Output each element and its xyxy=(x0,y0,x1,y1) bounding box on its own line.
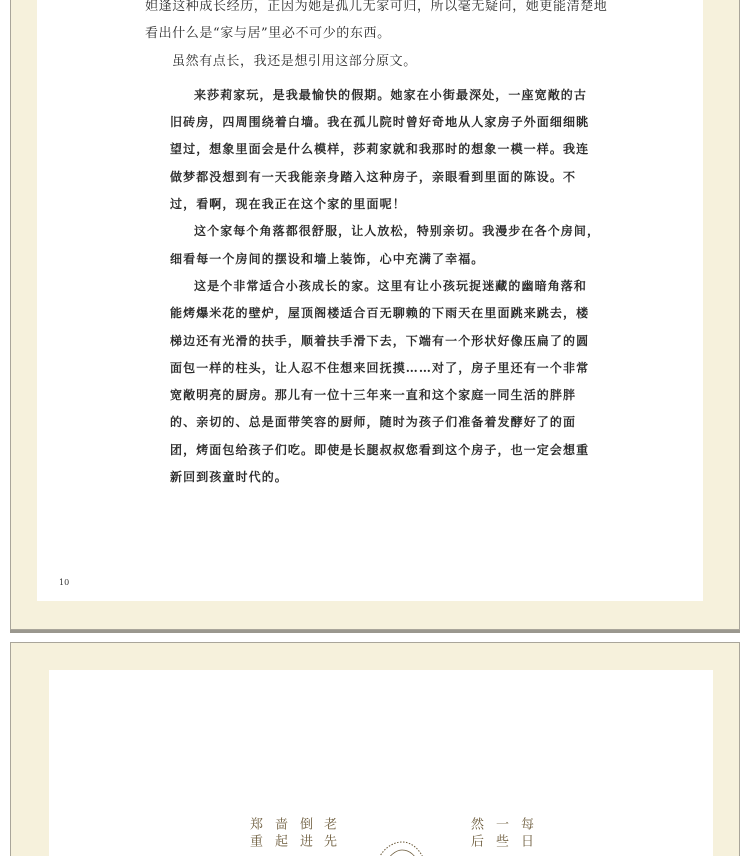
page-sheet-bottom xyxy=(49,670,713,856)
quote-line: 来莎莉家玩，是我最愉快的假期。她家在小街最深处，一座宽敞的古 xyxy=(194,88,588,102)
quote-line: 旧砖房，四周围绕着白墙。我在孤儿院时曾好奇地从人家房子外面细细眺 xyxy=(170,115,590,129)
vertical-text-column: 每日 xyxy=(518,817,533,851)
vertical-text-column: 郑重 xyxy=(247,817,262,851)
quote-line: 宽敞明亮的厨房。那儿有一位十三年来一直和这个家庭一同生活的胖胖 xyxy=(170,388,577,402)
intro-line: 妲逢这种成长经历，正因为她是孤儿无家可归，所以毫无疑问，她更能清楚地 xyxy=(145,0,608,14)
page-number: 10 xyxy=(59,578,70,587)
vertical-text-column: 一些 xyxy=(493,817,508,851)
quote-line: 团，烤面包给孩子们吃。即使是长腿叔叔您看到这个房子，也一定会想重 xyxy=(170,443,590,457)
quote-line: 这个家每个角落都很舒服，让人放松，特别亲切。我漫步在各个房间， xyxy=(194,224,601,238)
quote-line: 望过，想象里面会是什么模样，莎莉家就和我那时的想象一模一样。我连 xyxy=(170,142,590,156)
quote-line: 梯边还有光滑的扶手，顺着扶手滑下去，下端有一个形状好像压扁了的圆 xyxy=(170,334,590,348)
intro-line: 虽然有点长，我还是想引用这部分原文。 xyxy=(172,54,417,69)
quote-line: 过，看啊，现在我正在这个家的里面呢！ xyxy=(170,197,406,211)
intro-line: 看出什么是“家与居”里必不可少的东西。 xyxy=(145,26,391,41)
quote-line: 做梦都没想到有一天我能亲身踏入这种房子，亲眼看到里面的陈设。不 xyxy=(170,170,577,184)
vertical-text-column: 然后 xyxy=(468,817,483,851)
quote-line: 的、亲切的、总是面带笑容的厨师，随时为孩子们准备着发酵好了的面 xyxy=(170,415,577,429)
quote-line: 细看每一个房间的摆设和墙上装饰，心中充满了幸福。 xyxy=(170,252,485,266)
vertical-text-column: 倒进 xyxy=(297,817,312,851)
sketch-illustration-icon xyxy=(372,830,430,856)
quote-line: 面包一样的柱头，让人忍不住想来回抚摸……对了，房子里还有一个非常 xyxy=(170,361,590,375)
quote-line: 新回到孩童时代的。 xyxy=(170,470,288,484)
quote-line: 这是个非常适合小孩成长的家。这里有让小孩玩捉迷藏的幽暗角落和 xyxy=(194,279,588,293)
vertical-text-column: 老先 xyxy=(321,817,336,851)
quote-line: 能烤爆米花的壁炉，屋顶阁楼适合百无聊赖的下雨天在里面跳来跳去，楼 xyxy=(170,306,590,320)
vertical-text-column: 啬起 xyxy=(272,817,287,851)
page-frame-bottom xyxy=(10,642,740,856)
